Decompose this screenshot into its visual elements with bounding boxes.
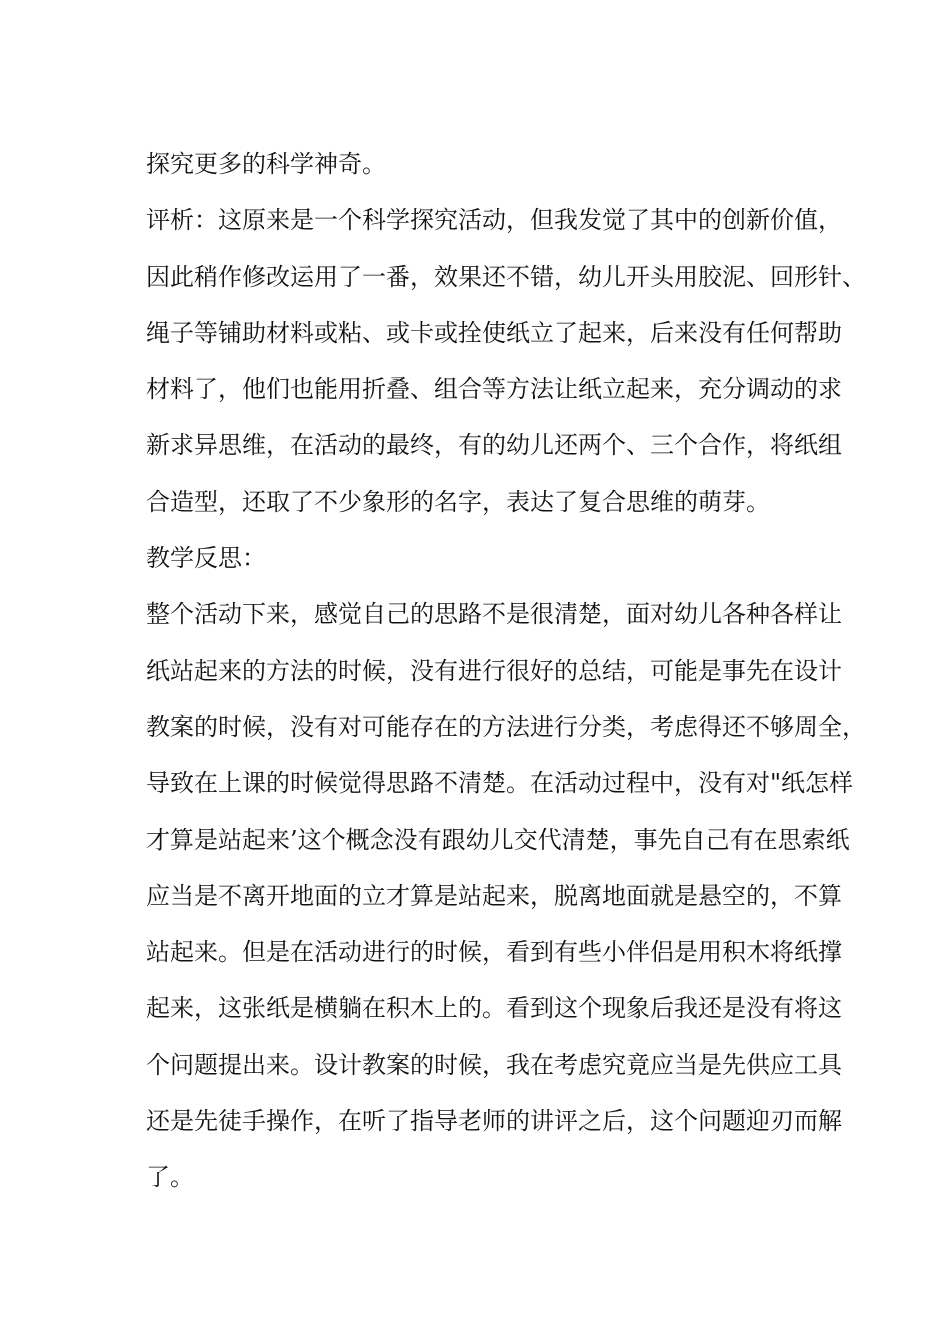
text-line: 导致在上课的时候觉得思路不清楚。在活动过程中，没有对"纸怎样 [146, 769, 854, 798]
text-line: 材料了，他们也能用折叠、组合等方法让纸立起来，充分调动的求 [146, 375, 842, 404]
text-line: 教案的时候，没有对可能存在的方法进行分类，考虑得还不够周全， [146, 712, 866, 741]
section-heading: 教学反思： [146, 544, 266, 573]
text-line: 合造型，还取了不少象形的名字，表达了复合思维的萌芽。 [146, 487, 770, 516]
text-line: 绳子等铺助材料或粘、或卡或拴使纸立了起来，后来没有任何帮助 [146, 318, 842, 347]
text-line: 探究更多的科学神奇。 [146, 150, 386, 178]
text-line: 了。 [146, 1163, 194, 1192]
document-body [146, 136, 866, 1206]
text-line: 个问题提出来。设计教案的时候，我在考虑究竟应当是先供应工具 [146, 1050, 842, 1079]
text-line: 还是先徒手操作，在听了指导老师的讲评之后，这个问题迎刃而解 [146, 1107, 842, 1136]
text-line: 纸站起来的方法的时候，没有进行很好的总结，可能是事先在设计 [146, 656, 842, 685]
text-line: 站起来。但是在活动进行的时候，看到有些小伴侣是用积木将纸撑 [146, 938, 842, 967]
text-line: 应当是不离开地面的立才算是站起来，脱离地面就是悬空的，不算 [146, 881, 842, 910]
text-line: 起来，这张纸是横躺在积木上的。看到这个现象后我还是没有将这 [146, 994, 842, 1023]
text-line: 新求异思维，在活动的最终，有的幼儿还两个、三个合作，将纸组 [146, 431, 842, 460]
text-line: 因此稍作修改运用了一番，效果还不错，幼儿开头用胶泥、回形针、 [146, 262, 866, 291]
text-line: 评析：这原来是一个科学探究活动，但我发觉了其中的创新价值， [146, 206, 842, 235]
text-line: 整个活动下来，感觉自己的思路不是很清楚，面对幼儿各种各样让 [146, 600, 842, 629]
text-line: 才算是站起来’这个概念没有跟幼儿交代清楚，事先自己有在思索纸 [146, 825, 850, 854]
